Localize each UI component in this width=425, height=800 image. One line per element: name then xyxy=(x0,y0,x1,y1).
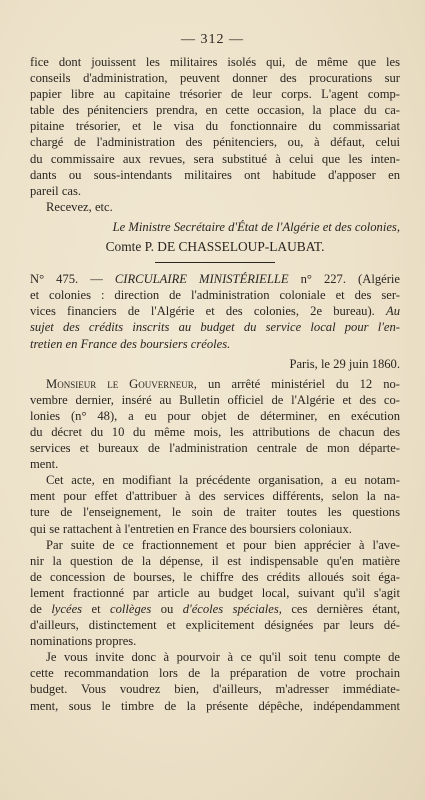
text-fragment: et xyxy=(91,602,101,616)
text-line: services et bureaux de l'administration centrale de mon départe- xyxy=(30,441,400,456)
text-line: ment pour effet d'attribuer à des services différents, selon la na- xyxy=(30,489,400,504)
text-line: du décret du 10 du même mois, les attributions de chacun des xyxy=(30,424,400,439)
text-line: qui se rattachent à l'entretien en France des boursiers coloniaux. xyxy=(30,521,352,536)
text-line: ment. xyxy=(30,457,59,472)
text-fragment-italic: d'écoles spéciales, xyxy=(182,602,282,616)
text-line: table des pénitenciers prendra, en cette occasion, la place du ca- xyxy=(30,103,400,118)
page-number: — 312 — xyxy=(181,32,244,47)
text-line: budget. Vous voudrez bien, d'ailleurs, m'adresser immédiate- xyxy=(30,682,400,697)
circular-heading-line: tretien en France des boursiers créoles. xyxy=(30,336,231,351)
text-line: Je vous invite donc à pourvoir à ce qu'il soit tenu compte de xyxy=(46,650,400,665)
text-line: cette recommandation lors de la préparation de votre prochain xyxy=(30,666,400,681)
circular-title: CIRCULAIRE MINISTÉRIELLE xyxy=(114,272,289,287)
text-line: de concession de bourses, le chiffre des crédits alloués soit éga- xyxy=(30,569,400,584)
text-line: nir la question de la dépense, il est indispensable qu'en matière xyxy=(30,553,400,568)
document-body xyxy=(30,54,400,714)
text-fragment: un arrêté ministériel du 12 no- xyxy=(207,376,400,391)
circular-heading-line: et colonies : direction de l'administration coloniale et des ser- xyxy=(30,288,400,303)
salutation-opening: Monsieur le Gouverneur, xyxy=(46,376,197,391)
minister-line: Le Ministre Secrétaire d'État de l'Algérie et des colonies, xyxy=(112,219,400,234)
text-line: conseils d'administration, peuvent donner des procurations sur xyxy=(30,71,400,86)
text-line: vembre dernier, inséré au Bulletin officiel de l'Algérie et des co- xyxy=(30,392,400,407)
circular-number: N° 475. — xyxy=(30,272,103,287)
text-line: dants ou sous-intendants militaires ont habitude d'apposer en xyxy=(30,167,400,182)
text-line: nominations propres. xyxy=(30,634,137,649)
text-line: ture de l'enseignement, le soin de traiter toutes les questions xyxy=(30,505,400,520)
text-line: lonies (n° 48), a eu pour objet de déterminer, en exécution xyxy=(30,408,400,423)
text-line: d'ailleurs, distinctement et explicitement désignées par leurs dé- xyxy=(30,618,400,633)
text-line: du commissaire aux revues, sera substitué à celui que les inten- xyxy=(30,151,400,166)
text-line: pareil cas. xyxy=(30,183,82,198)
text-line: pitaine trésorier, et le visa du fonctionnaire du commissariat xyxy=(30,119,400,134)
circular-heading-text: vices financiers de l'Algérie et des colonies, 2e bureau). xyxy=(30,304,375,319)
text-line xyxy=(30,376,400,392)
signature: Comte P. DE CHASSELOUP-LAUBAT. xyxy=(105,239,325,255)
text-line: papier libre au capitaine trésorier de leur corps. L'agent comp- xyxy=(30,87,400,102)
circular-heading-line xyxy=(30,303,400,319)
circular-heading-line: sujet des crédits inscrits au budget du service local pour l'en- xyxy=(30,320,400,335)
text-fragment: ces dernières étant, xyxy=(291,602,400,616)
text-line: fice dont jouissent les militaires isolés qui, de même que les xyxy=(30,55,400,69)
circular-heading-italic: Au xyxy=(386,304,400,319)
salutation: Recevez, etc. xyxy=(46,199,113,214)
circular-title-suffix: n° 227. (Algérie xyxy=(300,272,400,287)
text-fragment-italic: lycées xyxy=(51,602,83,616)
text-line: Par suite de ce fractionnement et pour bien apprécier à l'ave- xyxy=(46,537,400,552)
text-line: chargé de l'administration des pénitenciers, ou, à défaut, celui xyxy=(30,135,400,150)
circular-heading-line xyxy=(30,271,400,287)
text-line xyxy=(30,601,400,617)
text-fragment-italic: collèges xyxy=(110,602,152,616)
text-fragment: de xyxy=(30,602,42,616)
text-fragment: ou xyxy=(160,602,174,616)
dateline: Paris, le 29 juin 1860. xyxy=(289,356,400,371)
text-line: Cet acte, en modifiant la précédente organisation, a eu notam- xyxy=(46,473,400,488)
section-divider xyxy=(155,262,275,263)
text-line: lement fractionné par article au budget local, suivant qu'il s'agit xyxy=(30,585,400,600)
text-line: ment, sous le timbre de la présente dépêche, indépendamment xyxy=(30,698,400,713)
